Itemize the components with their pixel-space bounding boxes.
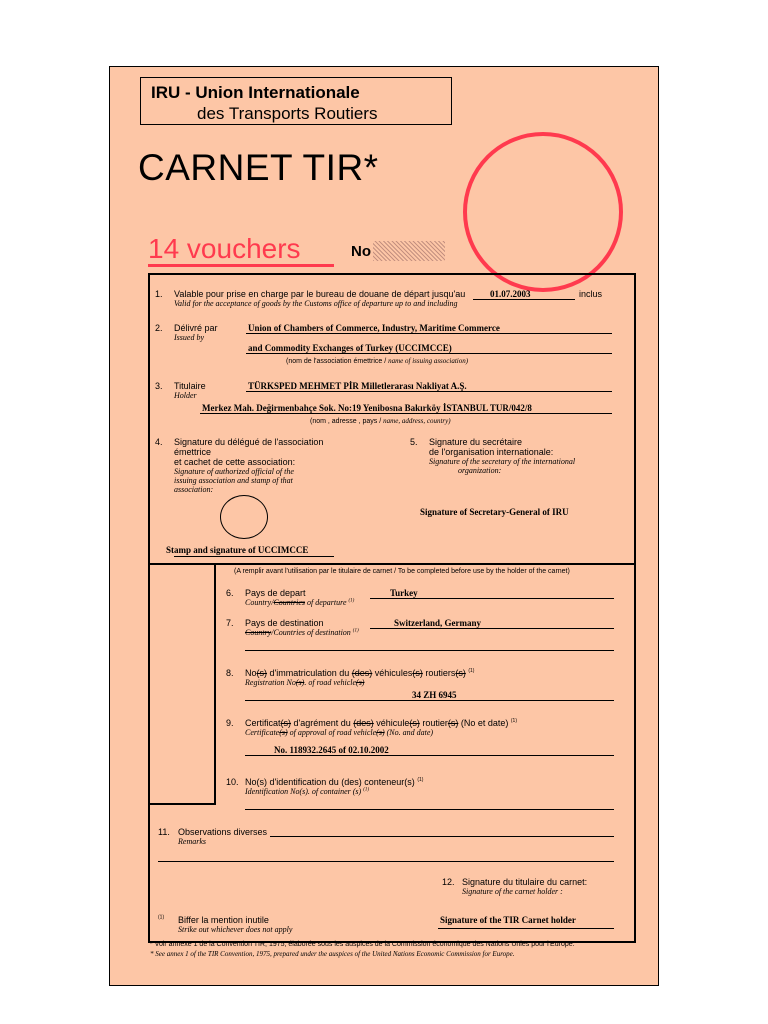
field-12-number: 12. [442,877,455,887]
footnote-marker [158,912,164,930]
issuer-section [148,273,636,565]
field-12-signature-line [438,928,614,929]
field-9-fr-e: véhicule [373,718,410,728]
field-2-label-fr: Délivré par [174,323,218,333]
field-7-en-b: /Countries of destination [271,628,351,637]
field-1-line [473,299,575,300]
field-1-value: 01.07.2003 [490,289,531,299]
field-10-line [245,809,614,810]
field-6-label-fr: Pays de depart [245,588,306,598]
field-10-label-en [245,787,369,796]
field-9-en-b: (s) [279,728,288,737]
field-3-hint-fr: (nom , adresse , pays / [310,418,382,425]
field-3-hint [310,417,451,425]
carnet-number-field [373,241,445,261]
field-9-en-c: of approval of road vehicle [287,728,377,737]
field-2-value-line1: Union of Chambers of Commerce, Industry, Maritime Commerce [248,323,500,333]
field-1-label-fr: Valable pour prise en charge par le bureau de douane de départ jusqu'au [174,289,466,299]
field-9-sup: (1) [510,718,518,724]
field-11-line1 [270,836,614,837]
field-4-label-en-2: issuing association and stamp of that [174,476,293,485]
field-1-label-en: Valid for the acceptance of goods by the Customs office of departure up to and including [174,299,458,308]
footnote-fr: * Voir annexe 1 de la Convention TIR, 1975, élaborée sous les auspices de la Commission économique des Nations Unies pour l'Europe. [150,941,575,948]
field-4-label-fr-2: émettrice [174,447,212,457]
field-7-label-en [245,628,359,637]
field-8-value: 34 ZH 6945 [412,690,457,700]
iru-header-box [140,77,452,125]
field-12-label-en: Signature of the carnet holder : [462,887,563,896]
field-9-fr-b: (s) [280,718,292,728]
association-stamp-icon [220,495,268,539]
field-5-label-en-2: organization: [458,466,502,475]
field-7-value: Switzerland, Germany [394,618,481,628]
field-8-fr-h: (s) [455,668,466,678]
field-8-en-c: . of road vehicle [304,678,357,687]
field-7-label-fr: Pays de destination [245,618,324,628]
field-11-line2 [158,861,614,862]
field-9-fr-h: (s) [447,718,459,728]
field-2-label-en: Issued by [174,333,204,342]
field-12-label-fr: Signature du titulaire du carnet: [462,877,588,887]
field-10-en-sup: (1) [363,787,370,793]
holder-section [148,563,636,943]
field-4-label-en-3: association: [174,485,214,494]
field-6-en-a: Country/ [245,598,274,607]
field-9-label-en [245,728,433,737]
field-6-en-b: Countries [273,598,306,607]
field-9-fr-a: Certificat [245,718,281,728]
strike-out-label-en: Strike out whichever does not apply [178,925,293,934]
field-5-label-fr-2: de l'organisation internationale: [429,447,554,457]
field-10-number: 10. [226,777,239,787]
field-9-fr-g: routier [419,718,448,728]
field-8-fr-b: (s) [256,668,268,678]
field-9-number: 9. [226,718,234,728]
field-9-en-a: Certificate [245,728,280,737]
field-10-sup: (1) [417,777,424,783]
field-4-signature-line [174,556,334,557]
field-2-value-line2: and Commodity Exchanges of Turkey (UCCIMCCE) [248,343,452,353]
holder-section-note: (A remplir avant l'utilisation par le titulaire de carnet / To be completed before use by the holder of the carnet) [234,568,570,575]
field-9-value: No. 118932.2645 of 02.10.2002 [274,745,389,755]
field-9-fr-d: (des) [353,718,374,728]
field-11-label-fr: Observations diverses [178,827,268,837]
field-3-line1 [246,391,612,392]
footnote-en: * See annex 1 of the TIR Convention, 1975, prepared under the auspices of the United Nations Economic Commission for Europe. [150,950,515,958]
field-4-label-fr-3: et cachet de cette association: [174,457,296,467]
field-8-label-fr [245,668,474,678]
field-5-signature-label: Signature of Secretary-General of IRU [420,507,569,517]
field-7-line [370,628,614,629]
field-6-line [370,598,614,599]
field-12-signature-label: Signature of the TIR Carnet holder [440,915,576,925]
field-11-number: 11. [158,827,170,837]
field-1-number: 1. [155,289,163,299]
field-8-sup: (1) [468,668,475,674]
field-3-label-fr: Titulaire [174,381,206,391]
strike-out-label-fr: Biffer la mention inutile [178,915,269,925]
stamp-circle-icon [463,132,623,292]
field-8-fr-a: No [245,668,257,678]
field-6-en-c: of departure [305,598,347,607]
field-2-hint-fr: (nom de l'association émettrice / [286,358,387,365]
field-9-label-fr [245,718,517,728]
field-4-stamp-label: Stamp and signature of UCCIMCCE [166,545,309,555]
org-name-line2: des Transports Routiers [197,104,378,123]
field-8-fr-c: d'immatriculation du [267,668,352,678]
vouchers-count: 14 vouchers [148,233,301,264]
field-8-number: 8. [226,668,234,678]
field-8-en-b: (s) [295,678,305,687]
field-7-line2 [245,650,614,651]
vouchers-underline [148,264,334,267]
org-name-line1: IRU - Union Internationale [151,83,360,102]
field-3-line2 [200,413,612,414]
field-5-number: 5. [410,437,418,447]
field-9-en-e: (No. and date) [384,728,434,737]
field-8-fr-g: routiers [422,668,456,678]
field-6-number: 6. [226,588,234,598]
field-1-suffix: inclus [579,289,603,299]
carnet-number-label: No [351,243,371,260]
field-2-hint-en: name of issuing association) [388,357,469,365]
field-2-line2 [246,353,612,354]
field-5-label-en-1: Signature of the secretary of the international [429,457,576,466]
field-8-label-en [245,678,364,687]
footnote-sup: (1) [158,914,165,921]
field-4-label-fr-1: Signature du délégué de l'association [174,437,324,447]
field-3-value-line1: TÜRKSPED MEHMET PİR Milletlerarası Nakliyat A.Ş. [248,381,467,391]
field-8-line [245,700,614,701]
field-5-label-fr-1: Signature du secrétaire [429,437,523,447]
field-8-fr-f: (s) [412,668,423,678]
field-8-en-a: Registration No [245,678,296,687]
field-6-label-en [245,598,354,607]
carnet-tir-form [109,66,659,986]
field-7-number: 7. [226,618,234,628]
field-9-en-d: (s) [376,728,385,737]
field-9-line [245,755,614,756]
field-11-label-en: Remarks [178,837,206,846]
field-9-fr-c: d'agrément du [291,718,354,728]
field-4-label-en-1: Signature of authorized official of the [174,467,294,476]
field-8-fr-e: véhicules [372,668,413,678]
field-4-number: 4. [155,437,163,447]
field-9-fr-i: (No et date) [458,718,509,728]
field-2-number: 2. [155,323,163,333]
field-2-hint [286,357,468,365]
field-2-line1 [246,333,612,334]
field-9-fr-f: (s) [409,718,420,728]
field-10-en: Identification No(s). of container (s) [245,787,362,796]
field-3-hint-en: name, address, country) [383,417,451,425]
field-3-value-line2: Merkez Mah. Değirmenbahçe Sok. No:19 Yenibosna Bakırköy İSTANBUL TUR/042/8 [202,403,532,413]
page-title: CARNET TIR* [138,147,379,188]
field-3-label-en: Holder [174,391,197,400]
field-8-en-d: (s) [356,678,365,687]
field-10-label-fr [245,777,423,787]
field-7-en-a: Country [245,628,272,637]
field-10-fr: No(s) d'identification du (des) conteneur(s) [245,777,415,787]
field-7-sup: (1) [352,628,359,634]
field-6-value: Turkey [390,588,418,598]
field-8-fr-d: (des) [351,668,373,678]
field-3-number: 3. [155,381,163,391]
holder-side-box [150,565,216,805]
field-6-sup: (1) [348,598,355,604]
